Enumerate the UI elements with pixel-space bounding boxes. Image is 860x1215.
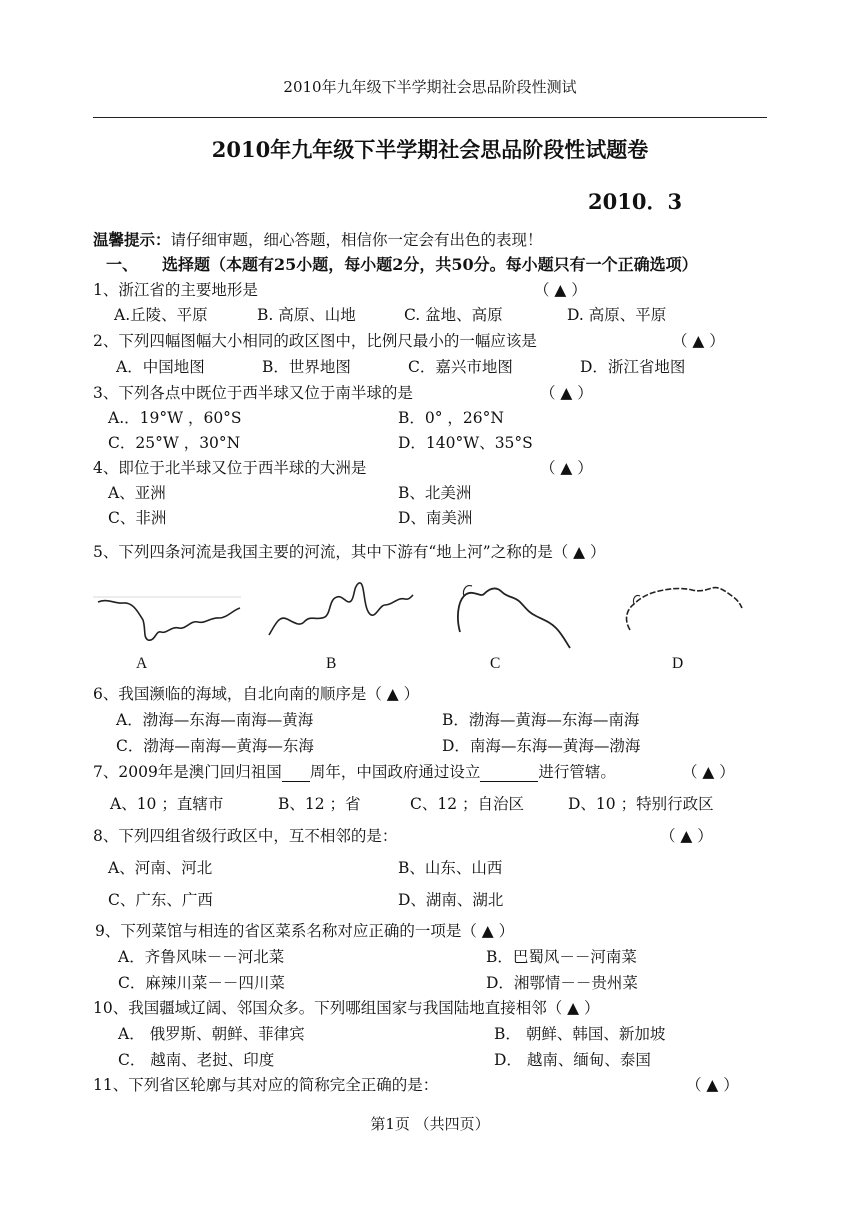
section-heading <box>106 252 698 275</box>
question-10-option-c: C． 越南、老挝、印度 <box>118 1051 275 1069</box>
question-2-option-c: C．嘉兴市地图 <box>408 358 513 376</box>
question-8-answer-mark: （ ▲ ） <box>660 827 713 845</box>
river-label-a: A <box>136 655 148 672</box>
question-1-stem: 1、浙江省的主要地形是 <box>93 281 258 299</box>
question-4-option-c: C、非洲 <box>108 509 167 527</box>
question-3-option-d: D．140°W、35°S <box>398 434 533 452</box>
question-2-stem: 2、下列四幅图幅大小相同的政区图中，比例尺最小的一幅应该是 <box>93 332 537 350</box>
header-rule <box>93 117 767 118</box>
question-3-stem: 3、下列各点中既位于西半球又位于南半球的是 <box>93 384 413 402</box>
tip <box>93 228 543 250</box>
question-1-option-b: B. 高原、山地 <box>257 306 356 324</box>
question-1-option-d: D. 高原、平原 <box>567 306 667 324</box>
question-4-option-b: B、北美洲 <box>398 484 472 502</box>
question-11-answer-mark: （ ▲ ） <box>686 1076 739 1094</box>
question-7-option-c: C、12 ；自治区 <box>410 795 525 813</box>
tip-text: 请仔细审题，细心答题，相信你一定会有出色的表现！ <box>170 231 543 249</box>
question-7-option-a: A、10 ；直辖市 <box>110 795 224 813</box>
question-4-option-d: D、南美洲 <box>398 509 473 527</box>
tip-label: 温馨提示： <box>93 230 171 249</box>
question-10-option-b: B． 朝鲜、韩国、新加坡 <box>494 1025 666 1043</box>
question-8-option-c: C、广东、广西 <box>108 891 213 909</box>
exam-date: 2010．3 <box>588 189 683 214</box>
river-d-figure <box>612 578 752 648</box>
question-4-answer-mark: （ ▲ ） <box>540 459 593 477</box>
page-footer: 第1页 （共四页） <box>370 1115 490 1133</box>
question-5-stem: 5、下列四条河流是我国主要的河流，其中下游有“地上河”之称的是（ ▲ ） <box>93 543 606 561</box>
question-7-option-b: B、12 ；省 <box>278 795 361 813</box>
river-a-figure <box>93 582 243 652</box>
page-title: 2010年九年级下半学期社会思品阶段性试题卷 <box>211 137 649 162</box>
question-2-answer-mark: （ ▲ ） <box>672 332 725 350</box>
question-11-stem: 11、下列省区轮廓与其对应的简称完全正确的是： <box>93 1076 439 1094</box>
question-2-option-d: D．浙江省地图 <box>580 358 686 376</box>
river-b-figure <box>265 575 415 655</box>
question-8-stem: 8、下列四组省级行政区中，互不相邻的是： <box>93 827 398 845</box>
question-9-option-c: C．麻辣川菜－－四川菜 <box>118 974 285 992</box>
question-2-option-a: A．中国地图 <box>116 358 205 376</box>
question-10-option-d: D． 越南、缅甸、泰国 <box>494 1051 651 1069</box>
question-7-blank-years <box>282 765 310 782</box>
question-9-option-d: D．湘鄂情－－贵州菜 <box>486 974 638 992</box>
question-10-option-a: A． 俄罗斯、朝鲜、菲律宾 <box>118 1025 305 1043</box>
question-10-stem: 10、我国疆域辽阔、邻国众多。下列哪组国家与我国陆地直接相邻（ ▲ ） <box>93 999 600 1017</box>
question-8-option-d: D、湖南、湖北 <box>398 891 504 909</box>
question-4-stem: 4、即位于北半球又位于西半球的大洲是 <box>93 459 367 477</box>
running-header: 2010年九年级下半学期社会思品阶段性测试 <box>283 78 577 96</box>
question-7-stem <box>93 760 616 782</box>
question-3-option-b: B．0° ，26°N <box>398 409 504 427</box>
question-7-stem-part-1: 7、2009年是澳门回归祖国 <box>93 763 282 781</box>
question-7-blank-institution <box>480 765 538 782</box>
question-3-answer-mark: （ ▲ ） <box>540 384 593 402</box>
question-9-stem: 9、下列菜馆与相连的省区菜系名称对应正确的一项是（ ▲ ） <box>95 922 515 940</box>
river-label-b: B <box>326 655 337 672</box>
river-label-c: C <box>490 655 501 672</box>
question-7-option-d: D、10 ；特别行政区 <box>568 795 714 813</box>
question-6-stem: 6、我国濒临的海域，自北向南的顺序是（ ▲ ） <box>93 685 420 703</box>
question-3-option-a: A.．19°W ，60°S <box>108 409 242 427</box>
question-7-stem-part-2: 周年，中国政府通过设立 <box>309 763 481 781</box>
question-6-option-d: D．南海—东海—黄海—渤海 <box>442 737 641 755</box>
question-9-option-b: B．巴蜀风－－河南菜 <box>486 948 637 966</box>
section-number: 一、 <box>106 255 139 274</box>
section-text: 选择题（本题有25小题，每小题2分，共50分。每小题只有一个正确选项） <box>162 255 698 274</box>
question-6-option-a: A．渤海—东海—南海—黄海 <box>116 711 314 729</box>
question-4-option-a: A、亚洲 <box>108 484 166 502</box>
question-1-option-a: A.丘陵、平原 <box>114 306 208 324</box>
question-6-option-c: C．渤海—南海—黄海—东海 <box>116 737 314 755</box>
question-1-answer-mark: （ ▲ ） <box>534 281 587 299</box>
river-label-d: D <box>672 655 684 672</box>
question-8-option-a: A、河南、河北 <box>108 859 213 877</box>
question-2-option-b: B．世界地图 <box>262 358 351 376</box>
question-7-stem-part-3: 进行管辖。 <box>538 763 616 781</box>
question-1-option-c: C. 盆地、高原 <box>404 306 503 324</box>
question-7-answer-mark: （ ▲ ） <box>682 763 735 781</box>
river-c-figure <box>450 572 580 657</box>
question-3-option-c: C．25°W ，30°N <box>108 434 241 452</box>
question-6-option-b: B．渤海—黄海—东海—南海 <box>442 711 640 729</box>
question-9-option-a: A．齐鲁风味－－河北菜 <box>118 948 285 966</box>
question-8-option-b: B、山东、山西 <box>398 859 503 877</box>
